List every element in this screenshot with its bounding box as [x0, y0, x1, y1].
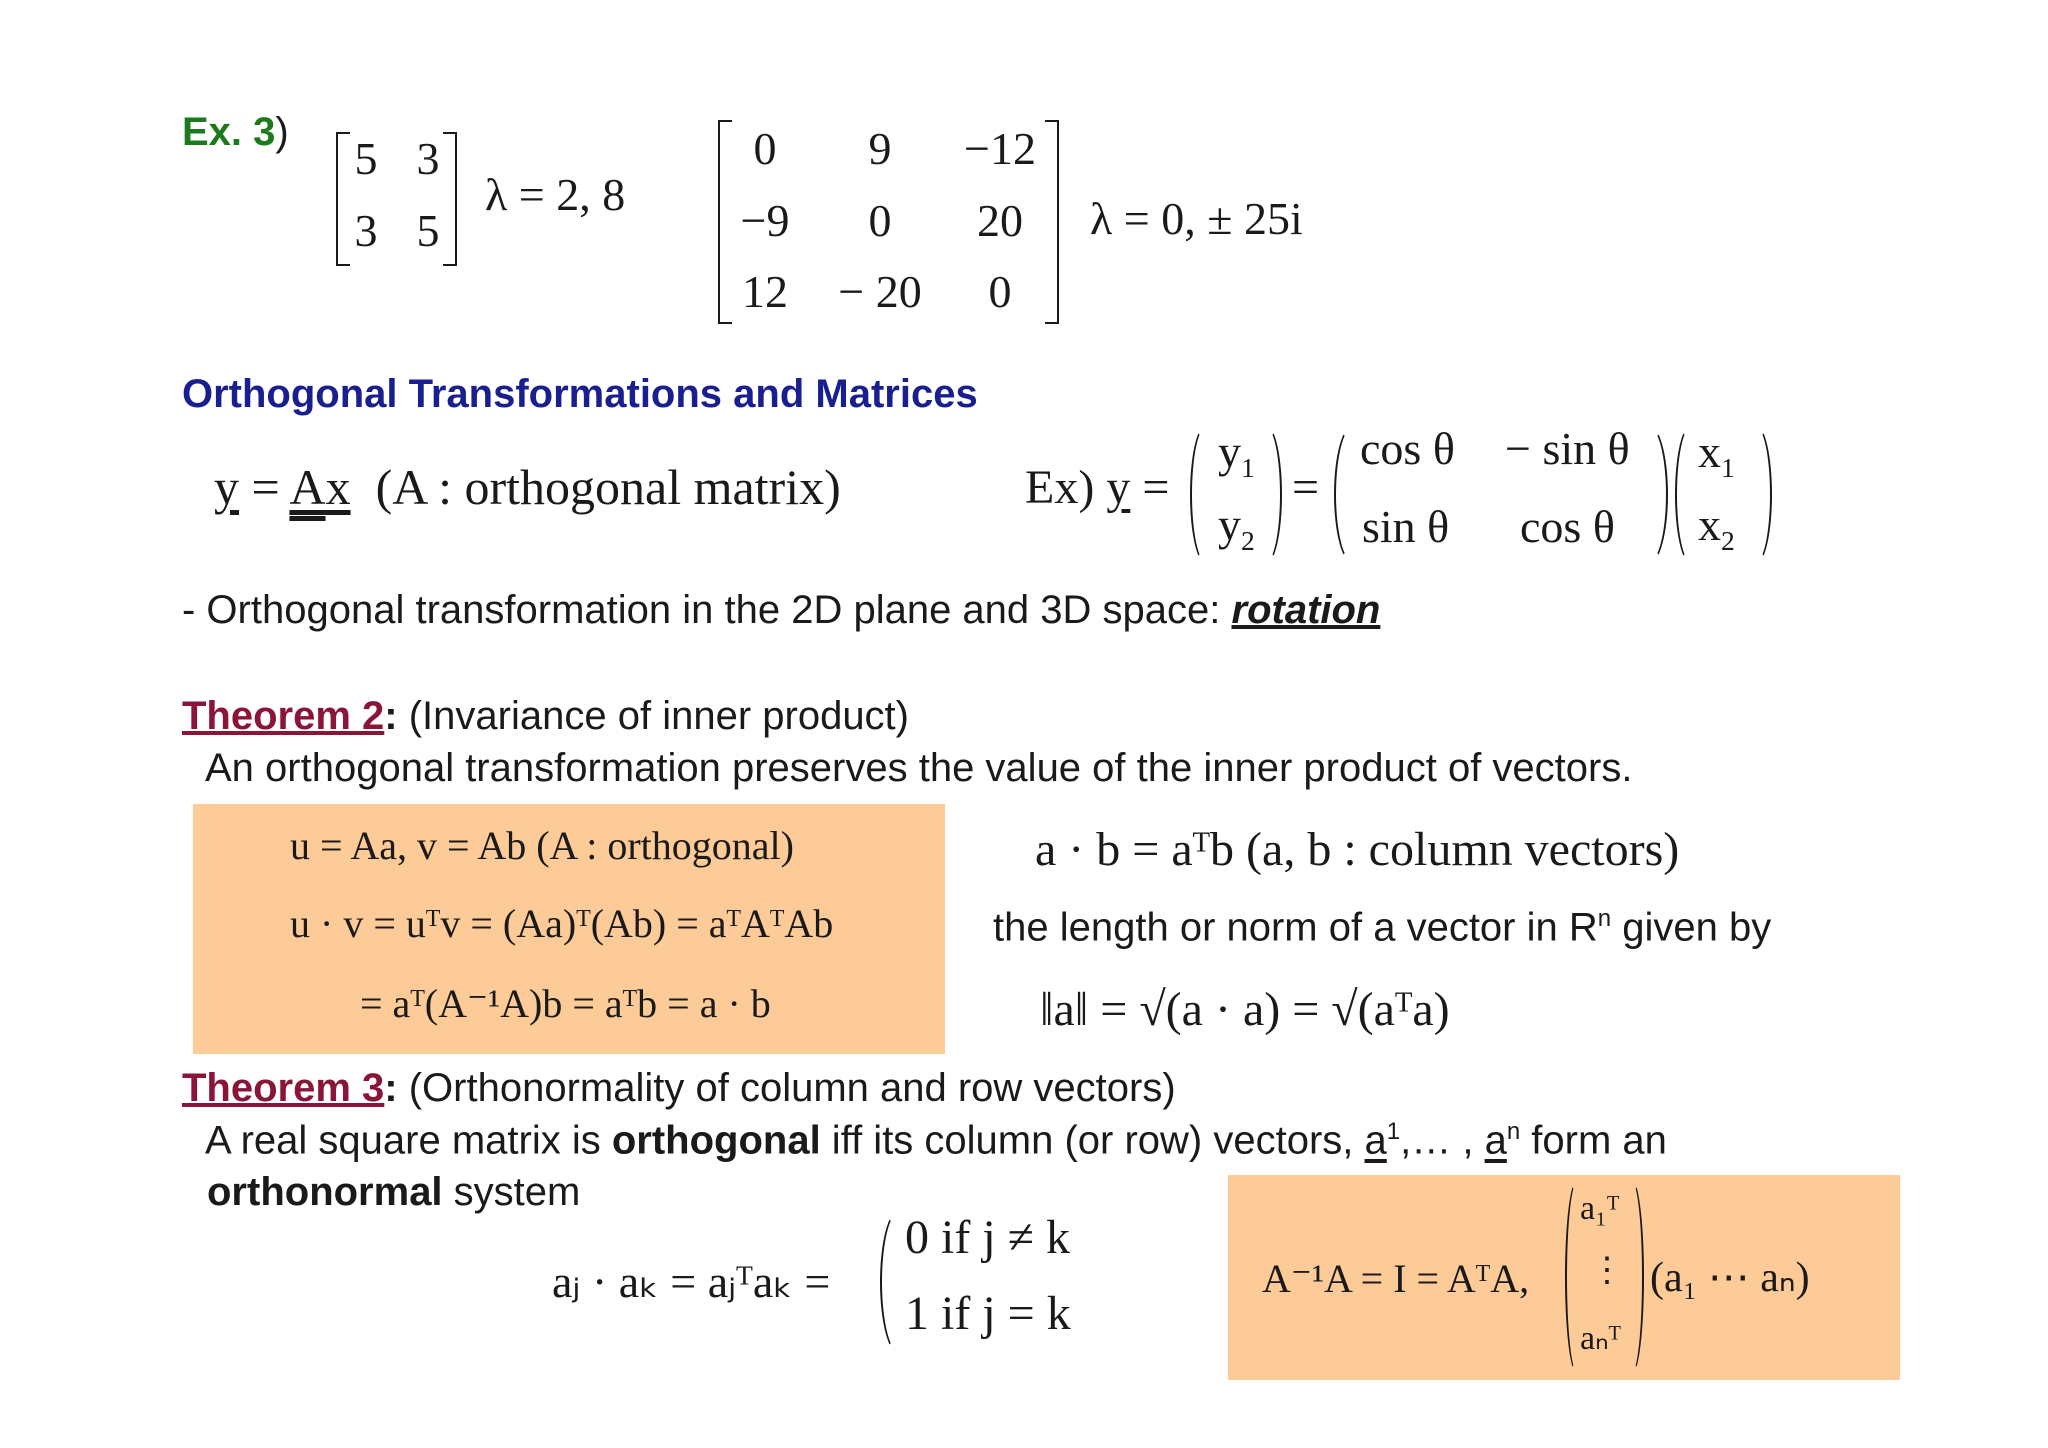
x1-base: x	[1698, 426, 1721, 477]
yax-eq: =	[239, 459, 290, 515]
yax-A: A	[289, 459, 326, 515]
rot-cell: cos θ	[1520, 501, 1615, 552]
rotation-emphasis: rotation	[1231, 588, 1381, 632]
t3-line2-bold: orthonormal	[207, 1170, 443, 1214]
theorem2-label: Theorem 2	[182, 694, 385, 738]
x2-base: x	[1698, 499, 1721, 550]
proof-line-2: u · v = uᵀv = (Aa)ᵀ(Ab) = aᵀAᵀAb	[290, 901, 834, 946]
t3-a1-sup: 1	[1386, 1118, 1401, 1145]
t3-desc-bold: orthogonal	[611, 1118, 821, 1163]
theorem3-colon: :	[384, 1066, 398, 1110]
rotation-example-lhs	[1025, 460, 1169, 515]
yax-note: (A : orthogonal matrix)	[375, 459, 841, 515]
matrix2-cell: − 20	[838, 266, 922, 317]
t3-an-sup: n	[1506, 1118, 1521, 1145]
theorem3-label: Theorem 3	[182, 1066, 385, 1110]
case-j-neq-k: 0 if j ≠ k	[905, 1211, 1070, 1264]
rotation-line-prefix: - Orthogonal transformation in the 2D plane and 3D space:	[182, 588, 1232, 632]
x1-sub: 1	[1721, 452, 1735, 484]
ex3-label-text: Ex. 3	[182, 110, 276, 154]
yax-formula	[214, 458, 841, 516]
matrix2-right-bracket	[1045, 120, 1059, 324]
rot-eq: =	[1130, 461, 1170, 514]
norm-formula: ‖a‖ = √(a · a) = √(aᵀa)	[1040, 983, 1450, 1036]
matrix1-cell: 5	[416, 205, 440, 256]
matrix1-cell: 3	[354, 205, 378, 256]
rot-cell: − sin θ	[1505, 423, 1630, 474]
x2	[1698, 498, 1735, 557]
theorem3-description-line2	[207, 1170, 580, 1215]
t3-an: a	[1484, 1118, 1507, 1163]
x1	[1698, 425, 1735, 484]
matrix1-cell: 3	[416, 133, 440, 184]
ex3-paren: )	[275, 110, 289, 154]
y2-base: y	[1218, 499, 1241, 550]
rot-cell: cos θ	[1360, 423, 1455, 474]
y-vector-right-paren	[1250, 425, 1282, 564]
rotation-matrix-right-paren	[1630, 425, 1668, 564]
norm-text-pre: the length or norm of a vector in R	[993, 905, 1598, 950]
t3-a1: a	[1364, 1118, 1387, 1163]
matrix2-eigenvalues: λ = 0, ± 25i	[1090, 193, 1303, 244]
t3-line2-post: system	[442, 1170, 581, 1214]
x2-sub: 2	[1721, 525, 1735, 557]
norm-text-sup: n	[1597, 905, 1612, 932]
y1-sub: 1	[1241, 452, 1255, 484]
matrix2-cell: −12	[964, 123, 1036, 174]
y1-base: y	[1218, 426, 1241, 477]
matrix2-cell: −9	[740, 195, 790, 246]
t3-desc-pre: A real square matrix is	[205, 1118, 612, 1163]
x-vector-right-paren	[1740, 425, 1772, 564]
orthonormal-lhs: aⱼ · aₖ = aⱼᵀaₖ =	[552, 1256, 831, 1307]
yax-x: x	[325, 459, 351, 515]
theorem3-heading	[182, 1066, 1176, 1111]
matrix2-cell: 12	[742, 266, 788, 317]
y2-sub: 2	[1241, 525, 1255, 557]
theorem2-colon: :	[384, 694, 398, 738]
rot-eq2: =	[1292, 461, 1320, 514]
y2	[1218, 498, 1255, 557]
rot-prefix: Ex)	[1025, 461, 1107, 514]
matrix2-cell: 0	[988, 266, 1012, 317]
column-dots: ⋮	[1590, 1252, 1624, 1289]
norm-text-post: given by	[1611, 905, 1772, 950]
theorem2-heading	[182, 694, 909, 739]
identity-lhs: A⁻¹A = I = AᵀA,	[1262, 1256, 1530, 1301]
yax-y: y	[214, 459, 239, 515]
section-title: Orthogonal Transformations and Matrices	[182, 372, 978, 416]
t3-desc-post: form an	[1520, 1118, 1667, 1163]
proof-line-1: u = Aa, v = Ab (A : orthogonal)	[290, 823, 794, 868]
row-vector: (a₁ ⋯ aₙ)	[1650, 1255, 1810, 1301]
theorem2-title: (Invariance of inner product)	[397, 694, 909, 738]
rotation-line	[182, 588, 1380, 633]
matrix2-cell: 20	[977, 195, 1023, 246]
t3-desc-mid: iff its column (or row) vectors,	[820, 1118, 1365, 1163]
t3-ellipsis: ,… ,	[1400, 1118, 1485, 1163]
column-top: a₁ᵀ	[1580, 1190, 1620, 1227]
proof-line-3: = aᵀ(A⁻¹A)b = aᵀb = a · b	[360, 981, 771, 1026]
rot-cell: sin θ	[1362, 501, 1450, 552]
matrix2-cell: 0	[753, 123, 777, 174]
rot-y: y	[1106, 461, 1131, 514]
case-j-eq-k: 1 if j = k	[905, 1287, 1071, 1340]
matrix1-cell: 5	[354, 133, 378, 184]
theorem2-description: An orthogonal transformation preserves the value of the inner product of vectors.	[205, 746, 1633, 790]
norm-description	[993, 905, 1771, 950]
y1	[1218, 425, 1255, 484]
theorem3-description	[205, 1118, 1667, 1163]
theorem3-title: (Orthonormality of column and row vectors)	[397, 1066, 1176, 1110]
matrix1-eigenvalues: λ = 2, 8	[485, 169, 626, 220]
matrix2-cell: 9	[868, 123, 892, 174]
ex3-label	[182, 110, 289, 155]
matrix2-cell: 0	[868, 195, 892, 246]
column-bottom: aₙᵀ	[1580, 1320, 1621, 1357]
inner-product-formula: a · b = aᵀb (a, b : column vectors)	[1035, 823, 1680, 876]
